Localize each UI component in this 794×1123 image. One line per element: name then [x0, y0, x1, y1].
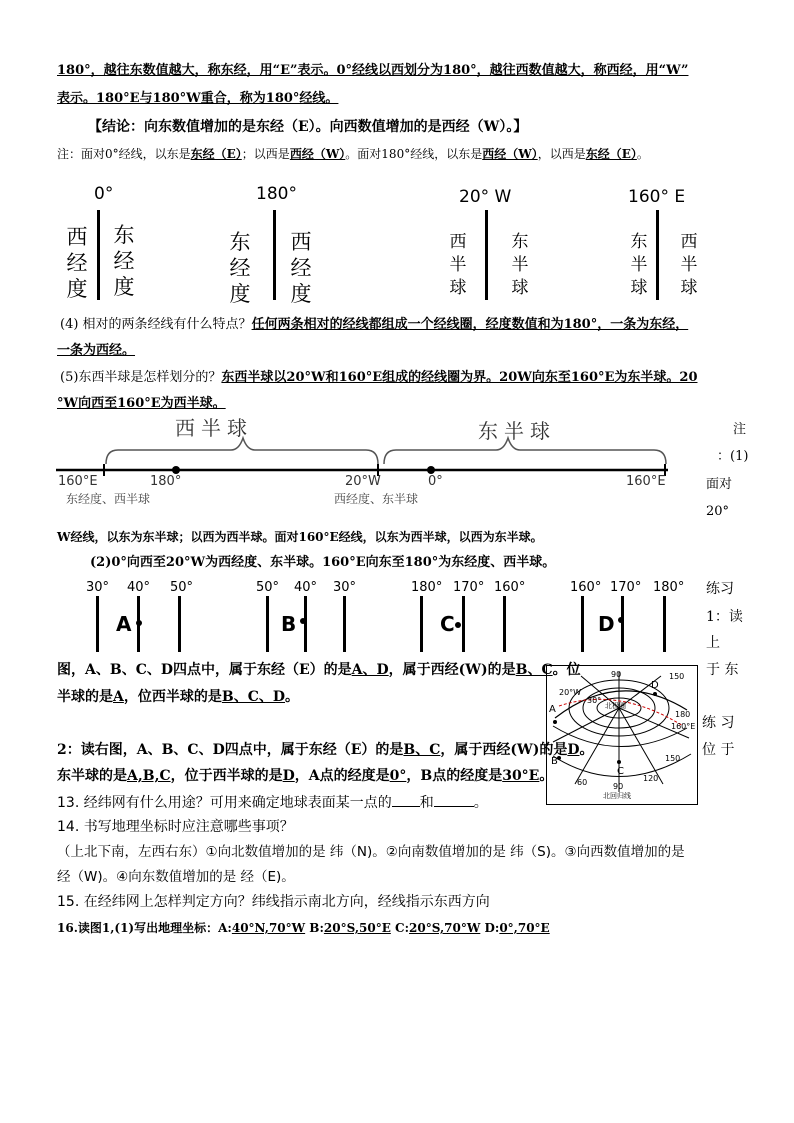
q16-answer: 20°S,50°E: [323, 921, 391, 935]
note-1-text: ，以西是: [537, 147, 586, 161]
meridian-value: 40°: [127, 580, 151, 595]
side-practice: 练 习: [702, 715, 735, 731]
point-a: [136, 620, 142, 626]
side-practice: 练习: [706, 581, 734, 597]
meridian-right-text: 西经度: [290, 230, 312, 306]
ex2-answer: 0°: [389, 768, 407, 784]
meridian-line: [420, 596, 423, 652]
point-b-label: B: [281, 612, 297, 636]
meridian-line: [97, 210, 100, 300]
tick-label: 160°E: [58, 474, 98, 489]
side-note: ：(1): [717, 449, 749, 464]
meridian-value: 40°: [294, 580, 318, 595]
meridian-value: 170°: [610, 580, 642, 595]
meridian-value: 160°: [570, 580, 602, 595]
ex1-text: ，属于西经(W)的是: [388, 662, 516, 678]
note-1: [57, 145, 649, 163]
ex2-answer: A,B,C: [127, 768, 171, 784]
map-label: 160°E: [671, 722, 696, 731]
meridian-value: 170°: [453, 580, 485, 595]
ex2-answer: B、C: [403, 742, 441, 758]
meridian-line: [343, 596, 346, 652]
q5-line-2: °W向西至160°E为西半球。: [57, 396, 226, 411]
q13-text: 。: [473, 795, 488, 811]
meridian-right-text: 西半球: [680, 232, 698, 298]
map-label: 150: [669, 672, 685, 681]
meridian-right-text: 东半球: [511, 232, 529, 298]
meridian-label: 20° W: [459, 187, 512, 207]
q16-text: 16.读图1,(1)写出地理坐标：A:: [57, 921, 232, 935]
ex2-text: 东半球的是: [57, 768, 127, 784]
note-1-answer: 西经（W）: [482, 147, 538, 161]
note-1-text: 。面对180°经线，以东是: [345, 147, 483, 161]
ex1-answer: B、C: [515, 662, 553, 678]
meridian-line: [304, 596, 307, 652]
ex2-line-2: [57, 767, 553, 785]
q13-text: 13. 经纬网有什么用途？可用来确定地球表面某一点的: [57, 795, 392, 811]
side-note: 20°: [706, 504, 730, 519]
note-1-answer: 东经（E）: [585, 147, 637, 161]
meridian-value: 160°: [494, 580, 526, 595]
q4-answer: 任何两条相对的经线都组成一个经线圈，经度数值和为180°，一条为东经，: [251, 317, 689, 332]
west-brace: [106, 438, 378, 464]
west-hemisphere-label: 西半球: [175, 416, 253, 440]
note-2-line-2: (2)0°向西至20°W为西经度、东半球。160°E向东至180°为东经度、西半球。: [90, 555, 556, 570]
note-1-text: 注：面对0°经线，以东是: [57, 147, 191, 161]
q13: [57, 794, 488, 812]
intro-line-1: 180°，越往东数值越大，称东经，用“E”表示。0°经线以西划分为180°，越往西数值越大，称西经，用“W”: [57, 63, 689, 78]
polar-map: [546, 665, 698, 805]
ex2-text: ，位于西半球的是: [170, 768, 283, 784]
meridian-line: [266, 596, 269, 652]
meridian-line: [663, 596, 666, 652]
ex1-answer: B、C、D: [221, 689, 285, 705]
meridian-left-text: 东半球: [630, 232, 648, 298]
map-point-d: [653, 692, 657, 696]
map-label-d: D: [651, 680, 659, 691]
meridian-left-text: 西半球: [449, 232, 467, 298]
meridian-line: [485, 210, 488, 300]
ex1-answer: A、D: [351, 662, 389, 678]
q16: [57, 919, 550, 937]
tick-label: 20°W: [345, 474, 381, 489]
ex1-text: 。: [285, 689, 299, 705]
tick-label: 0°: [428, 474, 443, 489]
meridian-line: [96, 596, 99, 652]
hemisphere-sub-mid: 西经度、东半球: [334, 492, 419, 506]
meridian-value: 30°: [86, 580, 110, 595]
meridian-line: [621, 596, 624, 652]
note-2-line-1: W经线，以东为东半球；以西为西半球。面对160°E经线，以东为西半球，以西为东半球。: [57, 530, 543, 544]
conclusion: 【结论：向东数值增加的是东经（E）。向西数值增加的是西经（W）。】: [88, 119, 528, 135]
side-note: 注: [733, 422, 747, 437]
map-label: 180: [675, 710, 691, 719]
point-d-label: D: [598, 612, 615, 636]
tick-label: 180°: [150, 474, 182, 489]
ex2-text: ，A点的经度是: [294, 768, 390, 784]
side-practice: 1：读: [706, 609, 743, 625]
meridian-line: [462, 596, 465, 652]
ex2-text: 。: [579, 742, 594, 758]
ex1-text: 图，A、B、C、D四点中，属于东经（E）的是: [57, 662, 352, 678]
side-practice: 位 于: [702, 742, 735, 758]
ex1-line-2: [57, 688, 299, 706]
q16-text: C:: [390, 921, 410, 935]
side-practice: 于 东: [706, 662, 739, 678]
meridian-line: [178, 596, 181, 652]
point-d: [618, 617, 624, 623]
meridian-label: 0°: [94, 184, 114, 204]
meridian-value: 50°: [170, 580, 194, 595]
map-label: 90: [611, 670, 622, 679]
q14-question: 14. 书写地理坐标时应注意哪些事项？: [57, 819, 294, 835]
q4-line-1: [60, 316, 688, 334]
ex1-text: 。位: [552, 662, 581, 678]
meridian-line: [503, 596, 506, 652]
map-label: 60: [577, 778, 588, 787]
meridian-value: 180°: [411, 580, 443, 595]
ex2-text: ，B点的经度是: [406, 768, 503, 784]
q16-answer: 0°,70°E: [499, 921, 550, 935]
meridian-value: 50°: [256, 580, 280, 595]
q16-text: B:: [305, 921, 324, 935]
q13-blank[interactable]: [392, 794, 420, 807]
note-1-answer: 东经（E）: [190, 147, 242, 161]
ex1-text: ，位西半球的是: [123, 689, 222, 705]
point-b: [300, 618, 306, 624]
q15: 15. 在经纬网上怎样判定方向？纬线指示南北方向，经线指示东西方向: [57, 894, 490, 910]
ex1-line-1: [57, 661, 581, 679]
map-label: 30°: [587, 696, 602, 705]
ex2-answer: D: [282, 768, 295, 784]
map-label-c: C: [617, 766, 624, 777]
ex2-answer: 30°E: [502, 768, 540, 784]
map-label-b: B: [551, 756, 558, 767]
point-a-label: A: [116, 612, 132, 636]
point-c-label: C: [440, 612, 455, 636]
meridian-label: 160° E: [628, 187, 686, 207]
q4-line-2: 一条为西经。: [57, 343, 136, 358]
q13-blank[interactable]: [434, 794, 474, 807]
meridian-line: [581, 596, 584, 652]
q13-text: 和: [419, 795, 434, 811]
map-point-a: [553, 720, 557, 724]
map-center-label: 北极圈: [605, 702, 626, 710]
meridian-value: 30°: [333, 580, 357, 595]
q16-answer: 20°S,70°W: [409, 921, 481, 935]
side-practice: 上: [706, 635, 720, 651]
q16-text: D:: [480, 921, 500, 935]
map-label: 20°W: [559, 688, 582, 697]
point-c: [455, 622, 461, 628]
map-label-a: A: [549, 704, 556, 715]
q5-answer: 东西半球以20°W和160°E组成的经线圈为界。20W向东至160°E为东半球。20: [221, 370, 698, 385]
map-label: 90: [613, 782, 624, 791]
meridian-value: 180°: [653, 580, 685, 595]
ex2-line-1: [57, 741, 594, 759]
q14-line-2: 经（W)。④向东数值增加的是 经（E)。: [57, 869, 295, 885]
meridian-line: [273, 210, 276, 300]
map-label: 150: [665, 754, 681, 763]
meridian-left-text: 东经度: [229, 230, 251, 306]
tick-label: 160°E: [626, 474, 666, 489]
note-1-answer: 西经（W）: [289, 147, 346, 161]
east-hemisphere-label: 东半球: [478, 419, 556, 443]
note-1-text: ；以西是: [241, 147, 290, 161]
meridian-right-text: 东经度: [113, 223, 135, 299]
side-note: 面对: [706, 477, 733, 492]
ex2-answer: D: [567, 742, 580, 758]
hemisphere-sub-left: 东经度、西半球: [66, 492, 151, 506]
q14-line-1: （上北下南，左西右东）①向北数值增加的是 纬（N)。②向南数值增加的是 纬（S)。③向西数值增加的是: [57, 844, 685, 860]
q4-question: (4) 相对的两条经线有什么特点？: [60, 317, 252, 332]
meridian-left-text: 西经度: [66, 225, 88, 301]
q5-question: (5)东西半球是怎样划分的？: [60, 370, 222, 385]
ex1-text: 半球的是: [57, 689, 113, 705]
q5-line-1: [60, 369, 697, 387]
q16-answer: 40°N,70°W: [231, 921, 306, 935]
map-bottom-label: 北回归线: [603, 792, 631, 800]
meridian-line: [656, 210, 659, 300]
note-1-text: 。: [636, 147, 649, 161]
ex2-text: 。: [539, 768, 554, 784]
ex2-text: ，属于西经(W)的是: [440, 742, 568, 758]
meridian-label: 180°: [256, 184, 297, 204]
intro-line-2: 表示。180°E与180°W重合，称为180°经线。: [57, 91, 339, 106]
ex1-answer: A: [113, 689, 124, 705]
map-point-c: [617, 760, 621, 764]
ex2-text: 2：读右图，A、B、C、D四点中，属于东经（E）的是: [57, 742, 404, 758]
map-label: 120: [643, 774, 659, 783]
